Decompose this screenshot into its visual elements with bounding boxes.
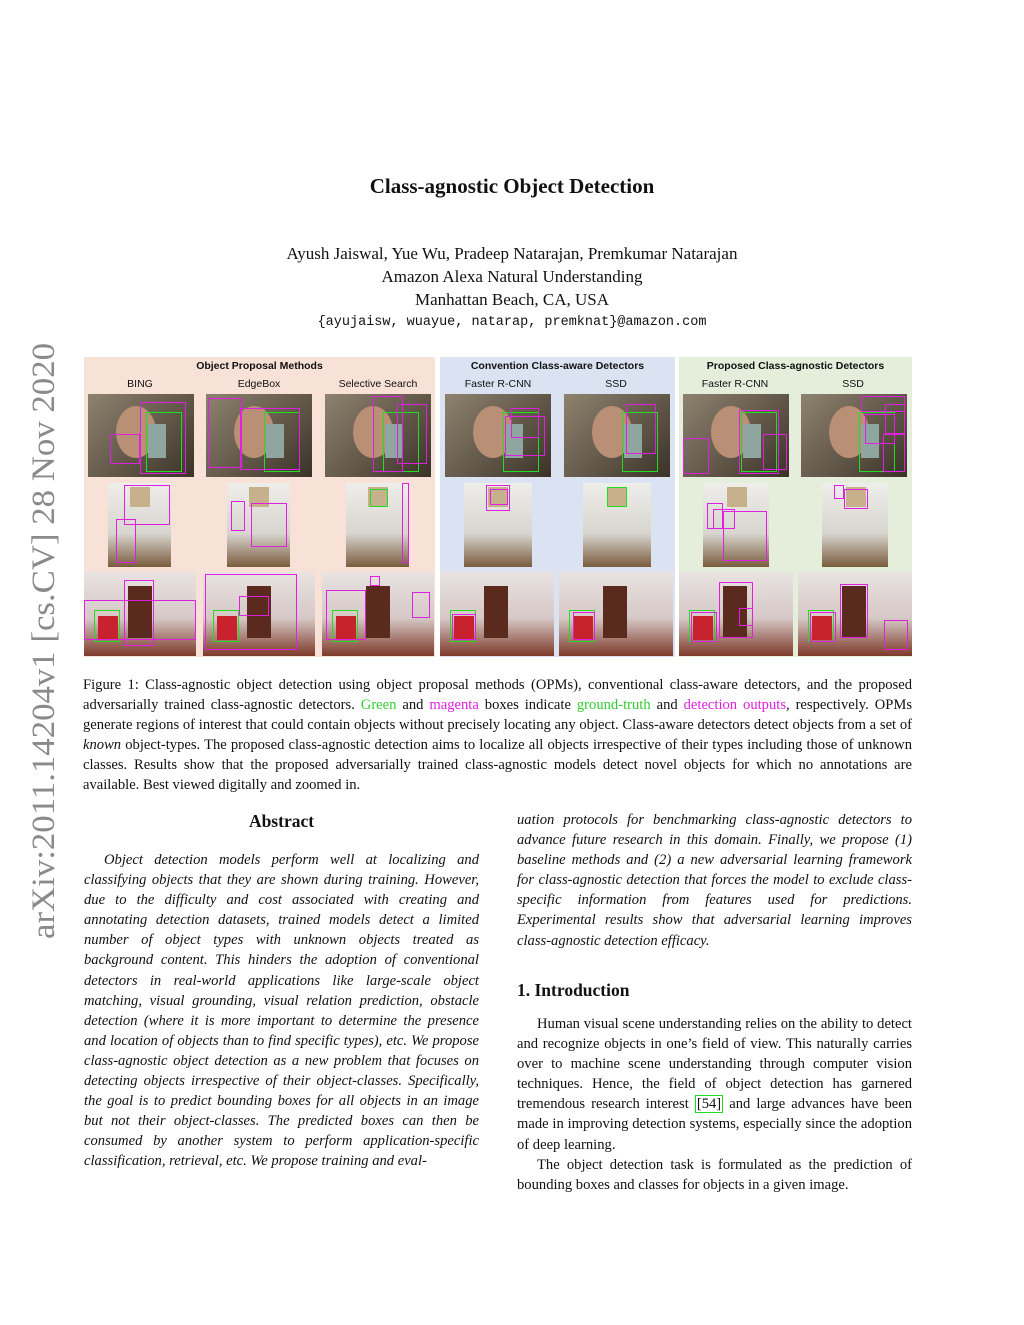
face-photo (683, 394, 789, 477)
intro-p1-text: Human visual scene understanding relies on the ability to detect and recognize objects in one’s field of view. This naturally carries over to machine scene understanding through computer vision techniques. Hence, the field of object detection has garnered tremendous research interest (517, 1016, 912, 1113)
stairs-photo (464, 483, 532, 567)
abstract-text: Object detection models perform well at localizing and classifying objects that they are shown during training. However, due to the difficulty and cost associated with creating and annotating detection datasets, trained models detect a limited number of object types with unknown objects treated as background content. This hinders the adoption of conventional detectors in real-world applications like large-scale object matching, visual grounding, visual relation prediction, obstacle detection (where it is more important to determine the presence and location of objects than to find specific types), etc. We propose class-agnostic object detection as a new problem that focuses on detecting objects irrespective of their object-classes. Specifically, the goal is to predict bounding boxes for all objects in an image but not their object-classes. The predicted boxes can then be consumed by another system to perform application-specific classification, retrieval, etc. We propose training and eval- (84, 852, 479, 1170)
panel-title: Proposed Class-agnostic Detectors (706, 360, 885, 372)
caption-green: Green (360, 697, 397, 714)
author-block (0, 242, 1024, 311)
arxiv-stamp (8, 343, 70, 943)
room-photo (679, 572, 793, 656)
arxiv-stamp-svg (8, 343, 70, 943)
column-label-ssd: SSD (842, 378, 864, 390)
room-photo (440, 572, 554, 656)
stairs-photo (346, 483, 409, 567)
panel-title: Convention Class-aware Detectors (470, 360, 645, 372)
caption-magenta: magenta (429, 697, 479, 714)
caption-detection-outputs: detection outputs (683, 697, 786, 714)
emails: {ayujaisw, wuayue, natarap, premknat}@amazon.com (317, 315, 707, 330)
face-photo (325, 394, 431, 477)
location: Manhattan Beach, CA, USA (414, 290, 610, 309)
room-photo (203, 572, 315, 656)
right-column (517, 810, 912, 951)
abstract-heading: Abstract (248, 811, 315, 831)
citation-link[interactable]: [54] (696, 1096, 722, 1113)
room-photo (559, 572, 673, 656)
left-column (84, 850, 479, 1172)
arxiv-id-text: arXiv:2011.14204v1 [cs.CV] 28 Nov 2020 (26, 373, 62, 939)
caption-ground-truth: ground-truth (576, 697, 651, 714)
column-label-ssd: SSD (605, 378, 627, 390)
stairs-photo (822, 483, 888, 567)
room-photo (322, 572, 434, 656)
intro-p1-text: and large advances have been made in improving detection systems, especially since the adoption of deep learning. (517, 1096, 912, 1153)
stairs-photo (227, 483, 290, 567)
figure-1 (84, 357, 912, 657)
introduction-body (517, 1014, 912, 1195)
panel-title: Object Proposal Methods (196, 360, 323, 372)
stairs-photo (703, 483, 769, 567)
face-photo (801, 394, 907, 477)
face-photo (88, 394, 194, 477)
caption-and: and (402, 697, 424, 714)
intro-paragraph-2: The object detection task is formulated as the prediction of bounding boxes and classes for objects in a given image. (517, 1156, 912, 1193)
caption-and: and (656, 697, 678, 714)
column-label-edgebox: EdgeBox (237, 378, 281, 390)
caption-boxes-indicate: boxes indicate (484, 697, 571, 714)
room-photo (84, 572, 196, 656)
affiliation: Amazon Alexa Natural Understanding (381, 267, 643, 286)
stairs-photo (583, 483, 651, 567)
caption-rest: , respectively. OPMs generate regions of interest that could contain objects without precisely locating any object. Class-aware detectors detect objects from a set of (83, 697, 913, 734)
introduction-heading: 1. Introduction (517, 980, 630, 1000)
abstract-continuation: uation protocols for benchmarking class-agnostic detectors to advance future research in this domain. Finally, we propose (1) baseline methods and (2) a new adversarial learning framework for class-agnostic detection that forces the model to exclude class-specific information from features used for predictions. Experimental results show that adversarial learning improves class-agnostic detection efficacy. (517, 812, 912, 949)
face-photo (564, 394, 670, 477)
face-photo (445, 394, 551, 477)
figure-caption (83, 675, 912, 796)
stairs-photo (108, 483, 171, 567)
caption-rest: object-types. The proposed class-agnostic detection aims to localize all objects irrespective of their types including those of unknown classes. Results show that the proposed adversarially trained class-agnostic models detect novel objects for which no annotations are available. Best viewed digitally and zoomed in. (83, 737, 912, 794)
authors: Ayush Jaiswal, Yue Wu, Pradeep Natarajan, Premkumar Natarajan (286, 244, 738, 263)
face-photo (206, 394, 312, 477)
caption-lead: Figure 1: Class-agnostic object detection using object proposal methods (OPMs), conventional class-aware detectors, and the proposed adversarially trained class-agnostic detectors. (83, 677, 912, 714)
panel-object-proposal-methods (84, 357, 435, 657)
paper-title: Class-agnostic Object Detection (369, 174, 655, 198)
column-label-faster-rcnn: Faster R-CNN (701, 378, 769, 390)
column-label-selective-search: Selective Search (338, 378, 418, 390)
panel-class-agnostic-detectors (679, 357, 912, 657)
column-label-bing: BING (127, 378, 153, 390)
room-photo (798, 572, 912, 656)
column-label-faster-rcnn: Faster R-CNN (464, 378, 532, 390)
intro-paragraph-1 (517, 1014, 912, 1155)
caption-known: known (83, 737, 122, 754)
panel-class-aware-detectors (440, 357, 675, 657)
